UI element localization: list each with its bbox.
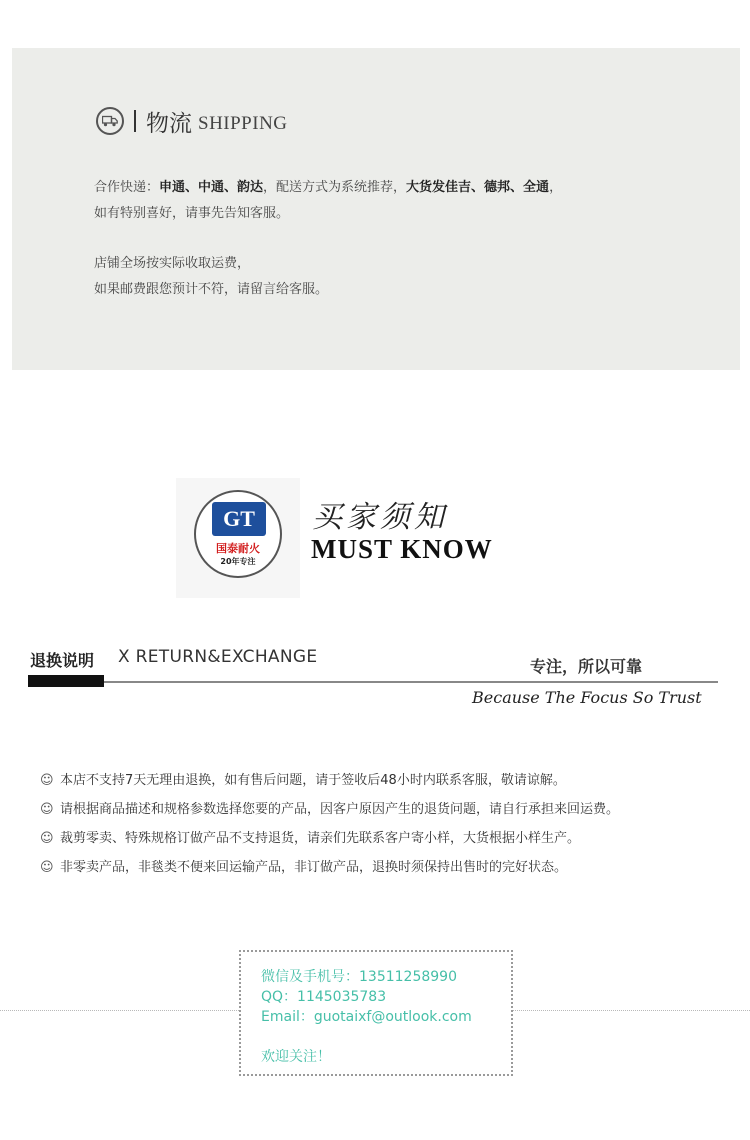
list-item: ☺ 本店不支持7天无理由退换，如有售后问题，请于签收后48小时内联系客服，敬请谅解。 [40,766,619,795]
section-divider [28,681,718,683]
must-know-title-cn: 买家须知 [312,500,448,535]
logo-seal [194,490,282,578]
slogan-en: Because The Focus So Trust [472,688,702,707]
shipping-heading [96,106,288,136]
wechat-phone[interactable]: 微信及手机号：13511258990 [261,969,457,985]
qq-number[interactable]: QQ：1145035783 [261,989,387,1005]
shipping-panel [12,48,740,370]
list-item: ☺ 请根据商品描述和规格参数选择您要的产品，因客户原因产生的退货问题，请自行承担来回运费。 [40,795,619,824]
truck-icon [96,107,124,135]
returns-title-en: X RETURN&EXCHANGE [118,647,318,667]
bulk-carriers: 大货发佳吉、德邦、全通 [406,180,550,195]
smile-icon: ☺ [40,831,54,846]
section-divider-accent [28,675,104,687]
smile-icon: ☺ [40,773,54,788]
shipping-preference-line: 如有特别喜好，请事先告知客服。 [94,206,290,221]
shipping-fee-line: 店铺全场按实际收取运费， [94,256,251,271]
contact-divider-right [513,1010,750,1011]
list-item: ☺ 非零卖产品，非毯类不便来回运输产品，非订做产品，退换时须保持出售时的完好状态。 [40,853,619,882]
returns-policy-list [40,766,619,882]
contact-divider-left [0,1010,239,1011]
returns-title-cn: 退换说明 [30,651,95,670]
shipping-carriers-line: 合作快递：申通、中通、韵达，配送方式为系统推荐，大货发佳吉、德邦、全通， [94,180,563,195]
carriers: 申通、中通、韵达 [159,180,264,195]
shipping-title-en: SHIPPING [198,112,288,134]
heading-divider [134,110,136,132]
slogan-cn: 专注，所以可靠 [530,657,643,676]
must-know-title-en: MUST KNOW [311,534,493,564]
logo-years: 20年专注 [220,557,256,566]
shipping-title-cn: 物流 [146,110,192,137]
logo-letters: GT [212,502,266,536]
brand-logo [176,478,300,598]
email-link[interactable]: Email：guotaixf@outlook.com [261,1009,472,1025]
logo-brand-name: 国泰耐火 [216,542,260,555]
smile-icon: ☺ [40,860,54,875]
contact-box [239,950,513,1076]
welcome-text: 欢迎关注！ [261,1049,331,1065]
list-item: ☺ 裁剪零卖、特殊规格订做产品不支持退货，请亲们先联系客户寄小样，大货根据小样生产。 [40,824,619,853]
shipping-fee-note-line: 如果邮费跟您预计不符，请留言给客服。 [94,282,329,297]
smile-icon: ☺ [40,802,54,817]
